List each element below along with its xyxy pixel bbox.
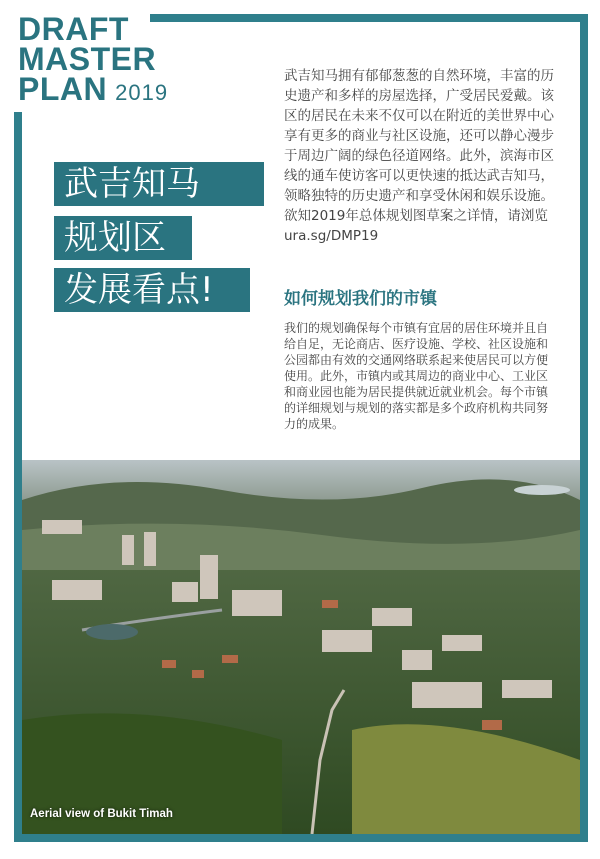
logo-year: 2019 [115,80,169,105]
intro-paragraph: 武吉知马拥有郁郁葱葱的自然环境，丰富的历史遗产和多样的房屋选择，广受居民爱戴。该区的居民在未来不仅可以在附近的美世界中心享有更多的商业与社区设施，还可以静心漫步于周边广阔的绿色径道网络。此外，滨海市区线的通车使访客可以更快速的抵达武吉知马，领略独特的历史遗产和享受休闲和娱乐设施。欲知2019年总体规划图草案之详情，请浏览ura.sg/DMP19 [284,68,554,244]
logo-line-draft: DRAFT [18,11,129,47]
frame-top-bar [150,14,588,22]
page-title-line-3: 发展看点! [54,268,250,312]
page-title-line-1: 武吉知马 [54,162,264,206]
page-title-line-2: 规划区 [54,216,192,260]
logo-line-master: MASTER [18,41,157,77]
draft-master-plan-logo [18,11,169,108]
logo-line-plan: PLAN 2019 [18,71,169,107]
frame-left-bar [14,112,22,842]
aerial-photo [22,460,580,834]
section-heading: 如何规划我们的市镇 [284,289,437,309]
photo-caption: Aerial view of Bukit Timah [30,808,173,820]
frame-bottom-bar [14,834,588,842]
frame-right-bar [580,14,588,840]
section-body: 我们的规划确保每个市镇有宜居的居住环境并且自给自足，无论商店、医疗设施、学校、社区设施和公园都由有效的交通网络联系起来使居民可以方便使用。此外，市镇内或其周边的商业中心、工业区和商业园也能为居民提供就近就业机会。每个市镇的详细规划与规划的落实都是多个政府机构共同努力的成果。 [284,321,549,431]
